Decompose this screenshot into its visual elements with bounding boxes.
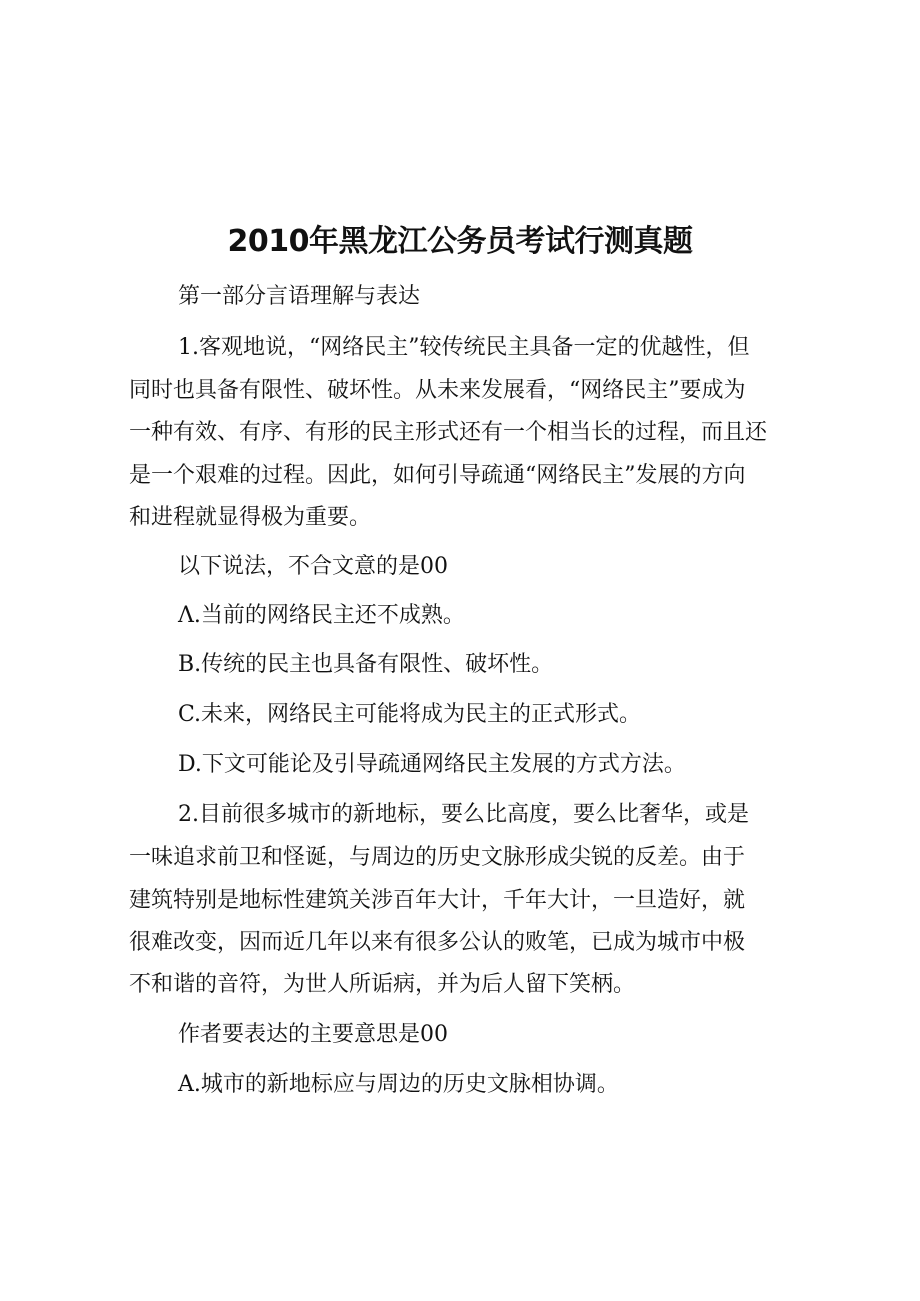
q1-paragraph-line: 1.客观地说，“网络民主”较传统民主具备一定的优越性，但 — [178, 335, 750, 360]
q2-paragraph-line: 建筑特别是地标性建筑关涉百年大计，千年大计，一旦造好，就 — [129, 888, 746, 913]
q1-option-a: Λ.当前的网络民主还不成熟。 — [178, 603, 465, 628]
q2-paragraph-line: 很难改变，因而近几年以来有很多公认的败笔，已成为城市中极 — [129, 930, 746, 955]
q2-prompt: 作者要表达的主要意思是00 — [178, 1022, 448, 1047]
q2-paragraph-line: 不和谐的音符，为世人所诟病，并为后人留下笑柄。 — [129, 972, 636, 997]
q1-paragraph-line: 是一个艰难的过程。因此，如何引导疏通“网络民主”发展的方向 — [129, 463, 746, 488]
q2-paragraph-line: 一味追求前卫和怪诞，与周边的历史文脉形成尖锐的反差。由于 — [129, 845, 746, 870]
q2-paragraph-line: 2.目前很多城市的新地标，要么比高度，要么比奢华，或是 — [178, 802, 749, 827]
q1-prompt: 以下说法，不合文意的是00 — [178, 554, 448, 579]
q1-paragraph-line: 一种有效、有序、有形的民主形式还有一个相当长的过程，而且还 — [129, 420, 768, 445]
q2-option-a: A.城市的新地标应与周边的历史文脉相协调。 — [178, 1072, 619, 1097]
q1-paragraph-line: 和进程就显得极为重要。 — [129, 505, 372, 530]
q1-paragraph-line: 同时也具备有限性、破坏性。从未来发展看，“网络民主”要成为 — [129, 378, 746, 403]
q1-option-c: C.未来，网络民主可能将成为民主的正式形式。 — [178, 702, 642, 727]
section-heading: 第一部分言语理解与表达 — [178, 284, 421, 309]
document-title: 2010年黑龙江公务员考试行测真题 — [227, 224, 693, 259]
q1-option-d: D.下文可能论及引导疏通网络民主发展的方式方法。 — [178, 752, 686, 777]
q1-option-b: B.传统的民主也具备有限性、破坏性。 — [178, 652, 554, 677]
